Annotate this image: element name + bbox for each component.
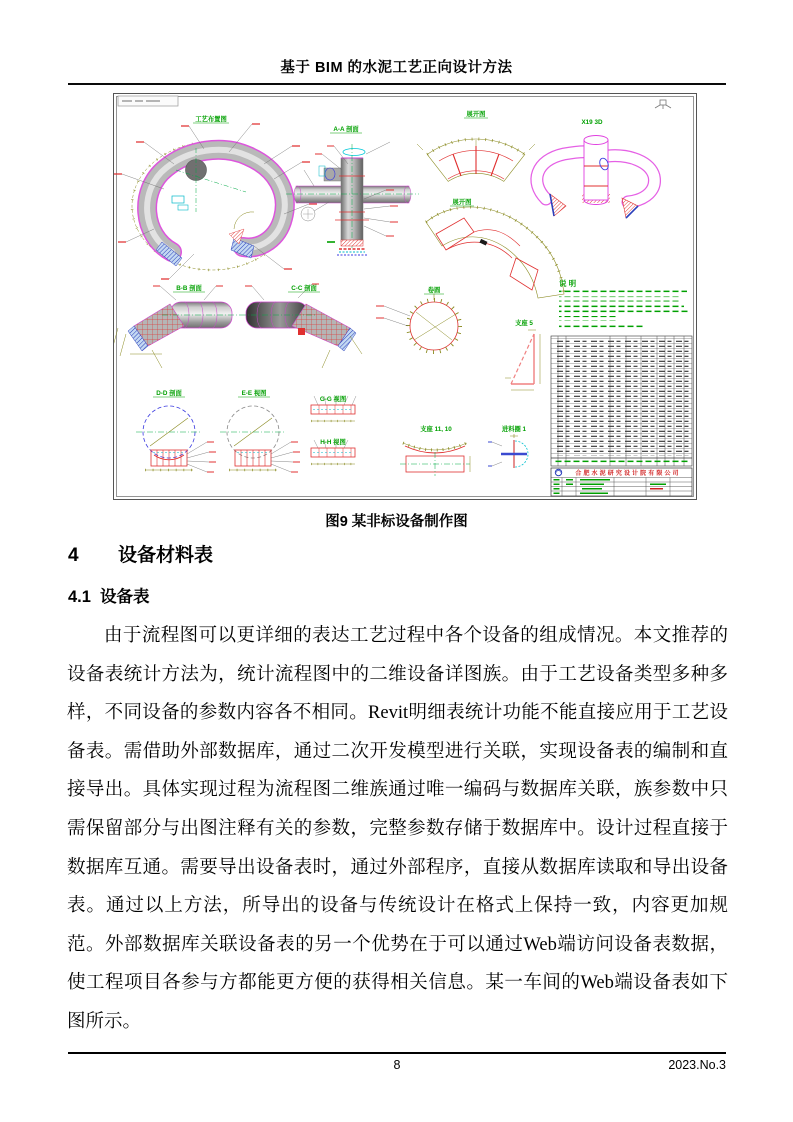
section-cc-drawing — [240, 284, 362, 368]
unfold-bottom-drawing — [426, 207, 564, 298]
label-section-aa: A-A 剖面 — [333, 126, 359, 133]
subsection-title: 设备表 — [99, 588, 150, 606]
view-tag-box — [118, 96, 178, 106]
label-section-dd: D-D 剖面 — [156, 390, 182, 397]
issue-label: 2023.No.3 — [668, 1058, 726, 1072]
page-footer — [68, 1058, 726, 1076]
section-heading-4 — [68, 540, 213, 567]
unfold-top-drawing — [417, 139, 535, 181]
header-rule — [68, 83, 726, 85]
subsection-number: 4.1 — [68, 588, 91, 606]
section-aa-drawing — [286, 142, 419, 255]
label-unfold-bottom: 展开图 — [452, 199, 472, 206]
bom-table — [551, 336, 692, 466]
subsection-heading-4-1 — [68, 583, 149, 607]
roll-circle-drawing — [376, 294, 460, 352]
section-title: 设备材料表 — [118, 545, 214, 566]
label-section-cc: C-C 剖面 — [291, 285, 317, 292]
page-number: 8 — [393, 1058, 401, 1072]
footer-rule — [68, 1052, 726, 1054]
page-header-title: 基于 BIM 的水泥工艺正向设计方法 — [280, 60, 513, 76]
label-view-hh: H-H 视图 — [320, 439, 346, 446]
inlet-ring-drawing — [488, 434, 528, 468]
figure-9-cad-drawing — [113, 93, 697, 500]
title-block — [551, 468, 692, 496]
support-5-drawing — [505, 330, 540, 390]
label-notes-title: 说 明 — [559, 279, 577, 288]
label-section-bb: B-B 剖面 — [176, 285, 202, 292]
figure-caption: 图9 某非标设备制作图 — [325, 514, 468, 530]
section-number: 4 — [68, 545, 79, 566]
label-layout-view: 工艺布置图 — [195, 116, 227, 123]
cad-sheet — [114, 94, 696, 499]
label-roll-circle: 卷圆 — [427, 287, 441, 294]
label-view-gg: G-G 视图 — [319, 396, 347, 403]
label-view-ee: E-E 视图 — [241, 390, 267, 397]
company-name: 合肥水泥研究设计院有限公司 — [575, 471, 681, 477]
label-unfold-top: 展开图 — [466, 111, 486, 118]
body-paragraph: 由于流程图可以更详细的表达工艺过程中各个设备的组成情况。本文推荐的设备表统计方法为，统计流程图中的二维设备详图族。由于工艺设备类型多种多样，不同设备的参数内容各不相同。Revit明细表统计功能不能直接应用于工艺设备表。需借助外部数据库，通过二次开发模型进行关联，实现设备表的编制和直接导出。具体实现过程为流程图二维族通过唯一编码与数据库关联，族参数中只需保留部分与出图注释有关的参数，完整参数存储于数据库中。设计过程直接于数据库互通。需要导出设备表时，通过外部程序，直接从数据库读取和导出设备表。通过以上方法，所导出的设备与传统设计在格式上保持一致，内容更加规范。外部数据库关联设备表的另一个优势在于可以通过Web端访问设备表数据，使工程项目各参与方都能更方便的获得相关信息。某一车间的Web端设备表如下图所示。 — [67, 626, 728, 1032]
section-bb-drawing — [114, 286, 240, 368]
layout-view-drawing — [114, 124, 317, 279]
support-11-10-drawing — [400, 443, 470, 476]
notes-block — [559, 290, 690, 328]
label-support-11-10: 支座 11, 10 — [420, 426, 452, 433]
view-3d-drawing — [537, 136, 655, 219]
nav-cube-icon — [655, 100, 671, 109]
label-support-5: 支座 5 — [515, 320, 533, 327]
label-inlet-ring: 进料圈 1 — [501, 426, 527, 433]
label-view-3d: X19 3D — [581, 119, 603, 126]
